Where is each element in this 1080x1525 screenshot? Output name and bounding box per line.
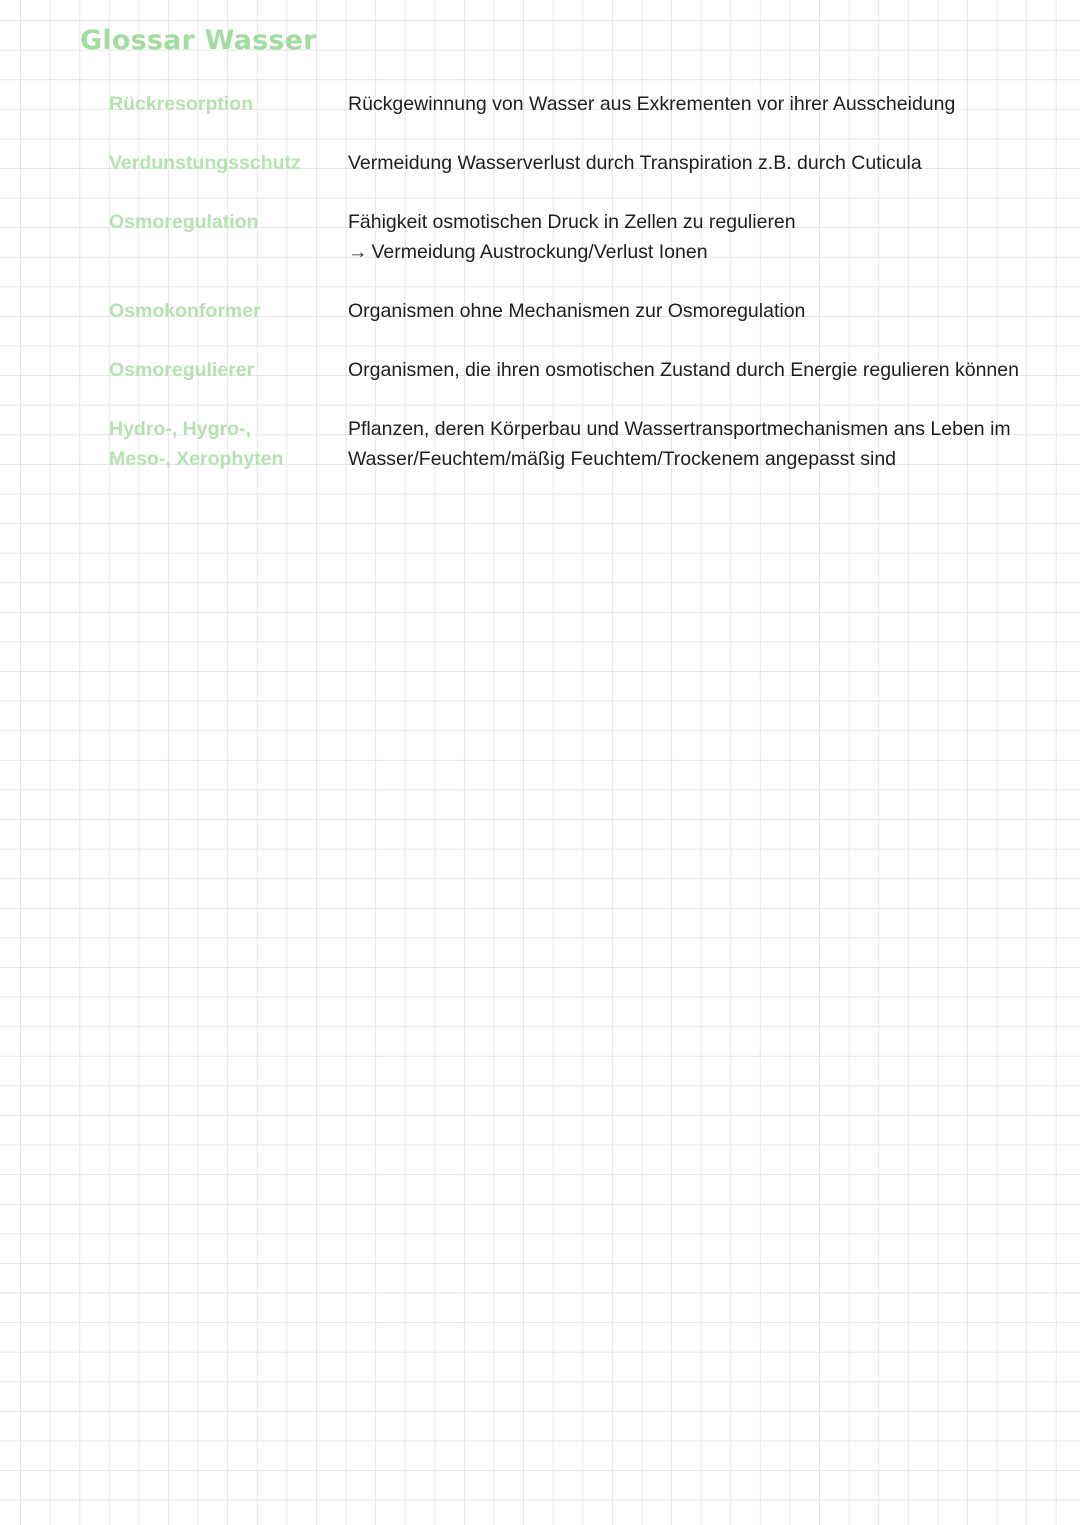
glossary-definition — [348, 296, 1049, 326]
term-line: Osmoregulation — [109, 211, 259, 233]
glossary-entry-osmoregulierer — [109, 355, 1049, 385]
glossary-entry-hydro-hygro-meso-xerophyten — [109, 414, 1049, 474]
definition-line: Pflanzen, deren Körperbau und Wassertransportmechanismen ans Leben im — [348, 418, 1011, 440]
glossary-entry-osmoregulation — [109, 207, 1049, 267]
definition-line: Fähigkeit osmotischen Druck in Zellen zu regulieren — [348, 211, 796, 233]
glossary-entry-rueckresorption — [109, 89, 1049, 119]
glossary-definition — [348, 89, 1049, 119]
term-line: Meso-, Xerophyten — [109, 448, 284, 470]
glossary-entry-osmokonformer — [109, 296, 1049, 326]
definition-line: Vermeidung Wasserverlust durch Transpiration z.B. durch Cuticula — [348, 152, 922, 174]
glossary-term — [109, 414, 348, 474]
glossary-definition — [348, 207, 1049, 267]
term-line: Hydro-, Hygro-, — [109, 418, 251, 440]
glossary-definition — [348, 414, 1049, 474]
term-line: Verdunstungsschutz — [109, 152, 301, 174]
glossary-term — [109, 296, 348, 326]
term-line: Osmokonformer — [109, 300, 261, 322]
definition-line: Wasser/Feuchtem/mäßig Feuchtem/Trockenem angepasst sind — [348, 448, 897, 470]
term-line: Osmoregulierer — [109, 359, 255, 381]
term-line: Rückresorption — [109, 93, 254, 115]
glossary-term — [109, 207, 348, 237]
definition-line: Organismen ohne Mechanismen zur Osmoregulation — [348, 300, 806, 322]
definition-line: Organismen, die ihren osmotischen Zustand durch Energie regulieren können — [348, 359, 1019, 381]
glossary-term — [109, 355, 348, 385]
glossary-list — [109, 89, 1049, 503]
page-title: Glossar Wasser — [80, 25, 317, 56]
definition-line: Rückgewinnung von Wasser aus Exkrementen vor ihrer Ausscheidung — [348, 93, 956, 115]
definition-arrow-text: Vermeidung Austrockung/Verlust Ionen — [371, 241, 708, 263]
right-arrow-icon: → — [348, 241, 368, 263]
glossary-definition — [348, 148, 1049, 178]
glossary-term — [109, 89, 348, 119]
definition-arrow-line — [348, 237, 1049, 267]
glossary-entry-verdunstungsschutz — [109, 148, 1049, 178]
glossary-definition — [348, 355, 1049, 385]
glossary-term — [109, 148, 348, 178]
